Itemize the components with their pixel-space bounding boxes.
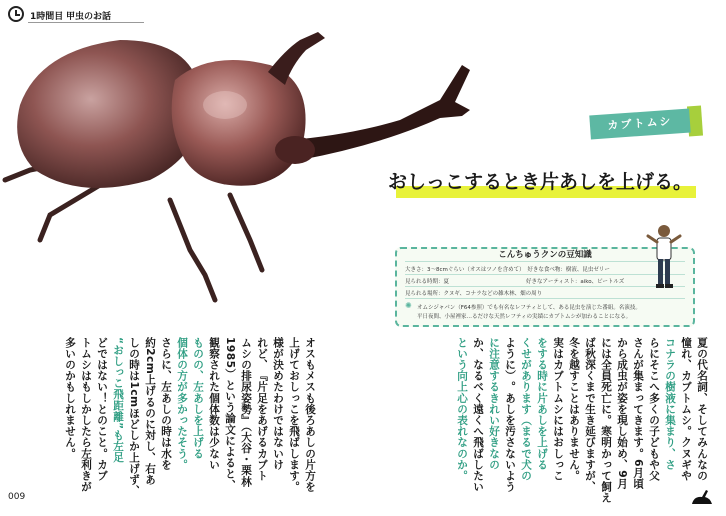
text-line: ものの、左あしを上げる	[192, 337, 204, 460]
text-line: に注意するきれい好きなの	[488, 337, 500, 471]
trivia-title: こんちゅうクンの豆知識	[498, 250, 592, 260]
text-line: から成虫が姿を現し始め、9月	[616, 337, 628, 490]
trivia-divider	[405, 274, 685, 275]
text-line: らにそこへ多くの子どもや父	[648, 337, 660, 482]
text-line: 個体の方が多かったそう。	[176, 337, 188, 471]
text-line: 約2cm上げるのに対し、右あ	[144, 337, 156, 486]
trivia-note: 平日夜間、小屋裡家…るだけな天然レフティの実績にカブトムシが加わることになる。	[417, 314, 632, 320]
header-subject: 甲虫のお話	[66, 12, 112, 22]
page-number: 009	[8, 492, 26, 502]
text-line: 様が決めたわけではないけ	[272, 337, 284, 471]
person-illustration	[644, 222, 684, 292]
text-line: か、なるべく遠くへ飛ばしたい	[472, 337, 484, 493]
trivia-row: 見られる時期：夏 好きなアーティスト：aiko、ビートルズ	[405, 279, 625, 285]
text-line: ように）。あしを汚さないよう	[504, 337, 516, 493]
text-line: “おしっこ飛距離”も左足	[112, 337, 124, 463]
text-line: 多いのかもしれません。	[64, 337, 76, 460]
text-line: くせがあります（まるで犬の	[520, 337, 532, 482]
text-line: しの時は1cmほどしか上げず、	[128, 337, 140, 497]
text-line: コナラの樹液に集まり、さ	[664, 337, 676, 471]
trivia-row: 見られる場所：クヌギ、コナラなどの雑木林、畑の周り	[405, 291, 543, 297]
text-line: ば秋深くまで生き延びますが、	[584, 337, 596, 493]
trivia-note: オムシジャパン（F64参照）でも有名なレフティとして、ある昆虫を演じた番組。名演技。	[417, 305, 641, 311]
text-line: ムシの排尿姿勢』（大谷・栗林	[240, 337, 252, 488]
text-line: 観察された個体数は少ない	[208, 337, 220, 471]
text-line: には全員死亡に。寒明かって飼え	[600, 337, 612, 504]
text-line: 夏の代名詞、そしてみんなの	[696, 337, 708, 482]
text-line: 実はカブトムシにはおしっこ	[552, 337, 564, 482]
text-line: オスもメスも後ろあしの片方を	[304, 337, 316, 493]
text-line: さらに、左あしの時は水を	[160, 337, 172, 471]
text-line: さんが集まってきます。6月頃	[632, 337, 644, 490]
text-line: 上げておしっこを飛ばします。	[288, 337, 300, 493]
text-line	[678, 337, 694, 505]
trivia-divider	[405, 261, 685, 262]
text-line: 冬を越すことはありません。	[568, 337, 580, 482]
text-line: どではない！とのこと。カブ	[96, 337, 108, 482]
trivia-row: 大きさ：3～8cmぐらい（オスはツノを含めて） 好きな食べ物：樹液、昆虫ゼリー	[405, 267, 610, 273]
page-title	[388, 169, 708, 201]
text-line: という向上心の表れなのか。	[456, 337, 468, 482]
text-line: れど、『片足をあげるカブト	[256, 337, 268, 482]
body-text-right	[356, 337, 710, 505]
trivia-divider	[405, 298, 685, 299]
body-text-left	[18, 337, 318, 505]
headline-text: おしっこするとき片あしを上げる。	[388, 171, 693, 193]
rabbit-icon	[690, 488, 714, 506]
text-line: 1985）という論文によると、	[224, 337, 236, 491]
header-period: 1時間目	[30, 12, 64, 22]
text-line-content: 憧れ、カブトムシ。クヌギや	[680, 337, 692, 482]
trivia-divider	[405, 286, 685, 287]
lightbulb-icon: ✺	[405, 301, 412, 310]
species-tag: カブトムシ	[589, 109, 690, 140]
text-line: トムシはもしかしたら左利きが	[80, 337, 92, 493]
text-line: をする時に片あしを上げる	[536, 337, 548, 471]
